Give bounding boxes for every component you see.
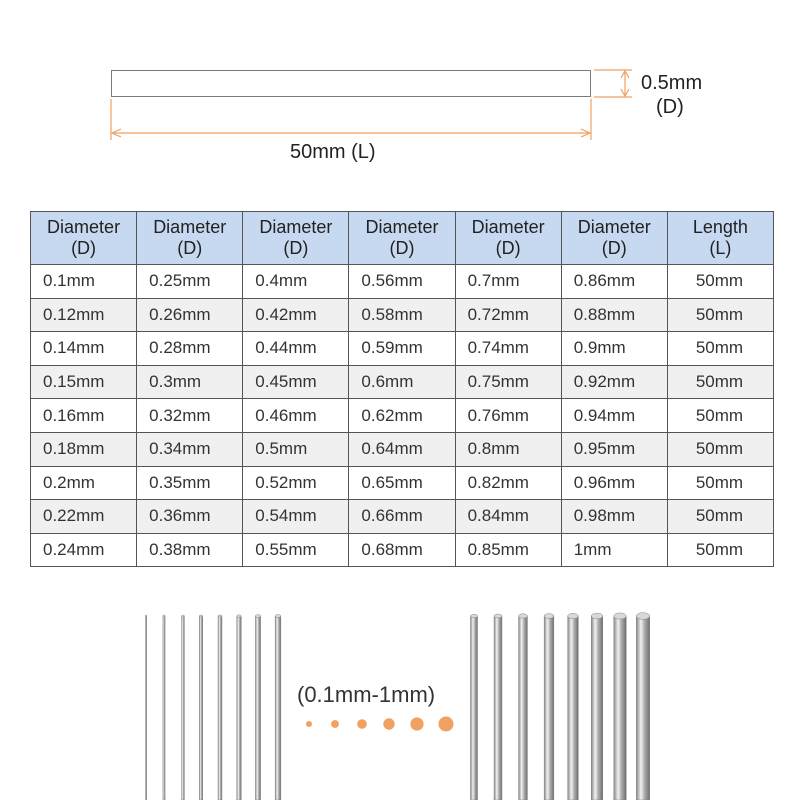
header-cell: Diameter (D): [137, 212, 243, 265]
rod-end: [145, 615, 147, 617]
steel-rod: [636, 616, 649, 800]
diameter-cell: 0.15mm: [31, 365, 137, 399]
table-body: [31, 265, 774, 567]
diameter-cell: 0.2mm: [31, 466, 137, 500]
diameter-symbol-label: (D): [656, 96, 684, 118]
diameter-cell: 0.59mm: [349, 332, 455, 366]
table-row: [31, 399, 774, 433]
diameter-cell: 0.38mm: [137, 533, 243, 567]
length-label: 50mm (L): [290, 141, 376, 163]
rod-end: [591, 613, 603, 619]
diameter-cell: 0.45mm: [243, 365, 349, 399]
rod-end: [519, 614, 528, 618]
steel-rod: [218, 616, 222, 800]
diameter-cell: 0.35mm: [137, 466, 243, 500]
length-cell: 50mm: [667, 365, 773, 399]
diameter-cell: 0.36mm: [137, 500, 243, 534]
diameter-cell: 0.94mm: [561, 399, 667, 433]
size-dot: [383, 718, 394, 729]
header-cell: Diameter (D): [243, 212, 349, 265]
diameter-cell: 0.16mm: [31, 399, 137, 433]
steel-rod: [471, 616, 478, 800]
diameter-cell: 0.76mm: [455, 399, 561, 433]
diameter-cell: 0.65mm: [349, 466, 455, 500]
table-row: [31, 298, 774, 332]
table-row: [31, 533, 774, 567]
diameter-cell: 0.88mm: [561, 298, 667, 332]
header-cell: Diameter (D): [455, 212, 561, 265]
table-row: [31, 432, 774, 466]
thick-rods-group: [471, 613, 650, 800]
steel-rod: [544, 616, 554, 800]
product-photo: [0, 600, 800, 800]
diameter-cell: 0.12mm: [31, 298, 137, 332]
diameter-cell: 0.66mm: [349, 500, 455, 534]
size-dot: [357, 719, 367, 729]
rod-end: [199, 615, 202, 617]
diameter-cell: 0.54mm: [243, 500, 349, 534]
length-cell: 50mm: [667, 399, 773, 433]
steel-rod: [591, 616, 603, 800]
diameter-cell: 0.85mm: [455, 533, 561, 567]
length-cell: 50mm: [667, 265, 773, 299]
diameter-cell: 0.26mm: [137, 298, 243, 332]
length-cell: 50mm: [667, 432, 773, 466]
dimension-diagram: [0, 0, 800, 180]
diameter-cell: 0.44mm: [243, 332, 349, 366]
diameter-cell: 0.3mm: [137, 365, 243, 399]
steel-rod: [163, 616, 165, 800]
rod-end: [636, 613, 649, 620]
steel-rod: [182, 616, 185, 800]
diameter-cell: 0.5mm: [243, 432, 349, 466]
diameter-cell: 0.34mm: [137, 432, 243, 466]
length-cell: 50mm: [667, 332, 773, 366]
table-header-row: [31, 212, 774, 265]
rod-end: [494, 614, 502, 618]
diameter-cell: 0.28mm: [137, 332, 243, 366]
rod-end: [182, 615, 185, 617]
rod-end: [544, 614, 554, 619]
header-cell: Diameter (D): [31, 212, 137, 265]
diameter-cell: 0.25mm: [137, 265, 243, 299]
diameter-cell: 0.62mm: [349, 399, 455, 433]
diameter-range-label: (0.1mm-1mm): [297, 682, 436, 707]
diameter-cell: 0.24mm: [31, 533, 137, 567]
rod-end: [275, 615, 281, 618]
diameter-cell: 0.9mm: [561, 332, 667, 366]
table-row: [31, 466, 774, 500]
rod-end: [237, 615, 242, 617]
thin-rods-group: [145, 615, 281, 800]
rod-outline: [111, 70, 591, 97]
length-cell: 50mm: [667, 298, 773, 332]
size-dot: [306, 721, 312, 727]
diameter-cell: 0.7mm: [455, 265, 561, 299]
steel-rod: [568, 616, 579, 800]
header-cell: Diameter (D): [561, 212, 667, 265]
rod-end: [614, 613, 626, 619]
diameter-cell: 0.86mm: [561, 265, 667, 299]
diameter-cell: 0.14mm: [31, 332, 137, 366]
diameter-cell: 0.42mm: [243, 298, 349, 332]
rod-end: [163, 615, 165, 617]
header-cell: Length (L): [667, 212, 773, 265]
diameter-cell: 0.1mm: [31, 265, 137, 299]
size-dots-group: [306, 717, 454, 732]
diameter-cell: 0.84mm: [455, 500, 561, 534]
table-row: [31, 265, 774, 299]
diameter-cell: 0.74mm: [455, 332, 561, 366]
diameter-cell: 1mm: [561, 533, 667, 567]
steel-rod: [237, 616, 242, 800]
steel-rod: [494, 616, 502, 800]
table-row: [31, 365, 774, 399]
diameter-cell: 0.22mm: [31, 500, 137, 534]
size-dot: [439, 717, 454, 732]
diameter-cell: 0.52mm: [243, 466, 349, 500]
steel-rod: [199, 616, 202, 800]
diameter-cell: 0.82mm: [455, 466, 561, 500]
size-spec-table: [30, 211, 774, 567]
rod-end: [568, 613, 579, 618]
diameter-cell: 0.96mm: [561, 466, 667, 500]
diameter-cell: 0.75mm: [455, 365, 561, 399]
diameter-cell: 0.68mm: [349, 533, 455, 567]
diameter-cell: 0.32mm: [137, 399, 243, 433]
length-cell: 50mm: [667, 500, 773, 534]
rod-end: [255, 615, 260, 618]
size-dot: [410, 717, 423, 730]
diameter-cell: 0.55mm: [243, 533, 349, 567]
table-row: [31, 500, 774, 534]
diameter-value-label: 0.5mm: [641, 72, 703, 94]
diameter-cell: 0.6mm: [349, 365, 455, 399]
steel-rod: [275, 616, 281, 800]
size-dot: [331, 720, 339, 728]
diameter-cell: 0.95mm: [561, 432, 667, 466]
diameter-cell: 0.18mm: [31, 432, 137, 466]
steel-rod: [145, 616, 147, 800]
diameter-cell: 0.92mm: [561, 365, 667, 399]
length-cell: 50mm: [667, 466, 773, 500]
length-cell: 50mm: [667, 533, 773, 567]
steel-rod: [255, 616, 260, 800]
diameter-cell: 0.56mm: [349, 265, 455, 299]
diameter-cell: 0.72mm: [455, 298, 561, 332]
steel-rod: [519, 616, 528, 800]
diameter-cell: 0.58mm: [349, 298, 455, 332]
steel-rod: [614, 616, 626, 800]
diameter-cell: 0.46mm: [243, 399, 349, 433]
diameter-cell: 0.64mm: [349, 432, 455, 466]
diameter-cell: 0.98mm: [561, 500, 667, 534]
rod-end: [218, 615, 222, 617]
diameter-cell: 0.8mm: [455, 432, 561, 466]
header-cell: Diameter (D): [349, 212, 455, 265]
table-row: [31, 332, 774, 366]
rod-end: [471, 614, 478, 618]
diameter-cell: 0.4mm: [243, 265, 349, 299]
